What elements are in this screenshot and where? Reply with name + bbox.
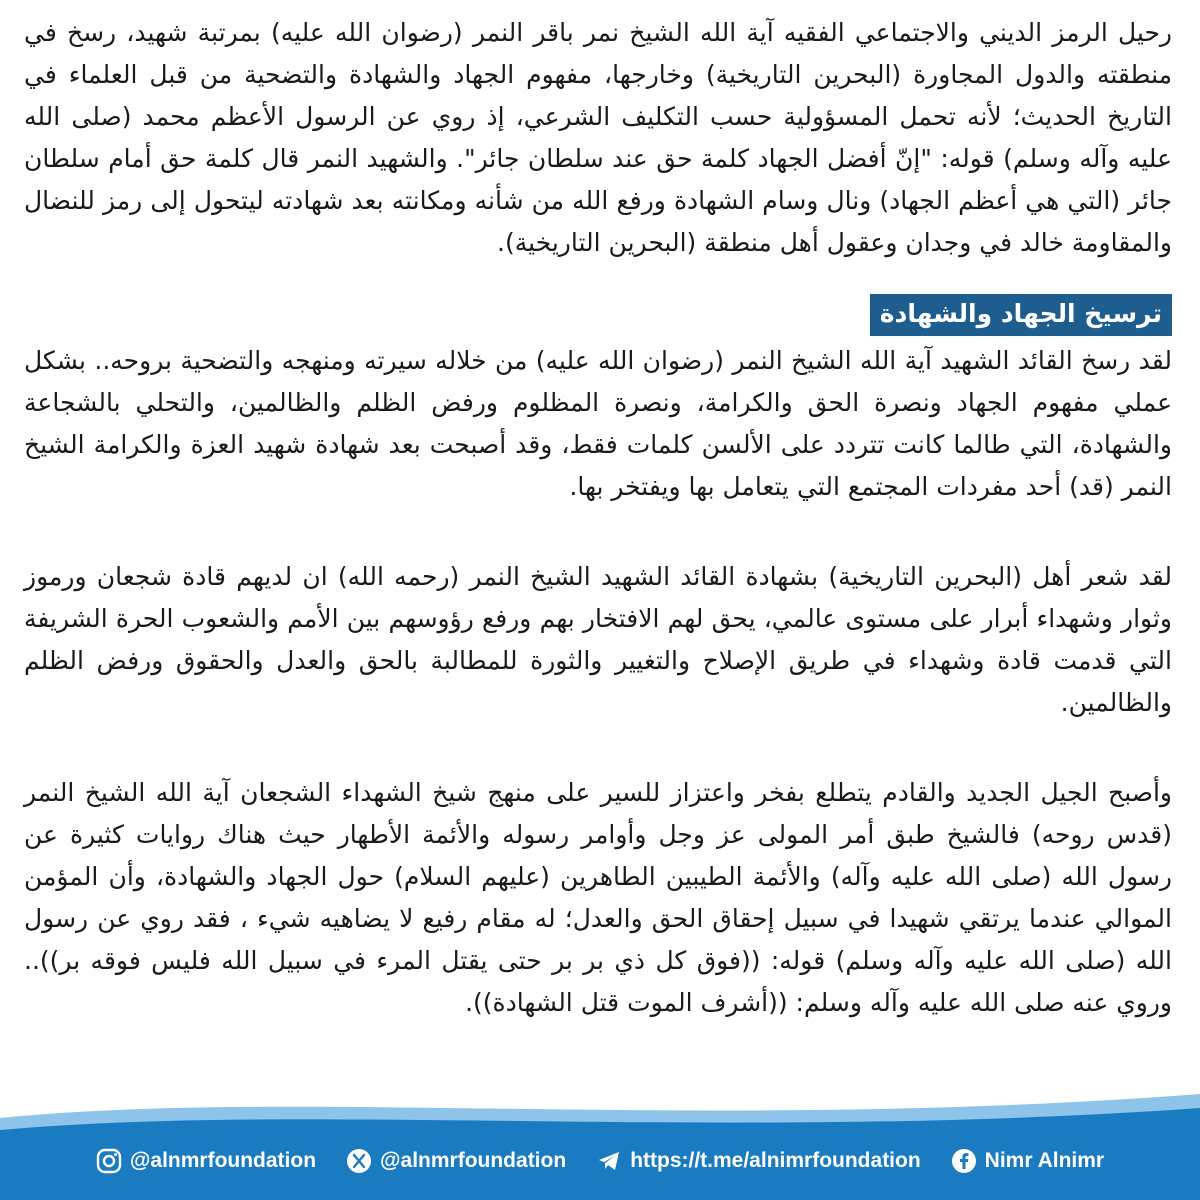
footer-wave — [0, 1080, 1200, 1200]
telegram-icon — [596, 1148, 622, 1174]
telegram-link-text: https://t.me/alnimrfoundation — [630, 1149, 921, 1172]
x-link[interactable] — [346, 1148, 566, 1174]
facebook-icon — [951, 1148, 977, 1174]
paragraph-intro: رحيل الرمز الديني والاجتماعي الفقيه آية الله الشيخ نمر باقر النمر (رضوان الله عليه) بمرتبة شهيد، رسخ في منطقته والدول المجاورة (البحرين التاريخية) وخارجها، مفهوم الجهاد والشهادة والتضحية من قبل العلماء في التاريخ الحديث؛ لأنه تحمل المسؤولية حسب التكليف الشرعي، إذ روي عن الرسول الأعظم محمد (صلى الله عليه وآله وسلم) قوله: "إنّ أفضل الجهاد كلمة حق عند سلطان جائر". والشهيد النمر قال كلمة حق أمام سلطان جائر (التي هي أعظم الجهاد) ونال وسام الشهادة ورفع الله من شأنه ومكانته بعد شهادته ليتحول إلى رمز للنضال والمقاومة خالد في وجدان وعقول أهل منطقة (البحرين التاريخية). — [24, 18, 1172, 257]
section-heading: ترسيخ الجهاد والشهادة — [870, 294, 1172, 336]
facebook-link[interactable] — [951, 1148, 1104, 1174]
instagram-handle: @alnmrfoundation — [129, 1149, 317, 1172]
social-bar — [0, 1148, 1200, 1174]
article — [24, 12, 1172, 1072]
telegram-link[interactable] — [596, 1148, 920, 1174]
x-icon — [346, 1148, 372, 1174]
instagram-link[interactable] — [96, 1148, 316, 1174]
paragraph-jihad: لقد رسخ القائد الشهيد آية الله الشيخ النمر (رضوان الله عليه) من خلاله سيرته ومنهجه والتضحية بروحه.. بشكل عملي مفهوم الجهاد ونصرة الحق والكرامة، ونصرة المظلوم ورفض الظلم والظالمين، والتحلي بالشجاعة والشهادة، التي طالما كانت تتردد على الألسن كلمات فقط، وقد أصبحت بعد شهادة شهيد العزة والكرامة الشيخ النمر (قد) أحد مفردات المجتمع التي يتعامل بها ويفتخر بها. — [24, 346, 1172, 501]
paragraph-bahrain: لقد شعر أهل (البحرين التاريخية) بشهادة القائد الشهيد الشيخ النمر (رحمه الله) ان لديهم قادة شجعان ورموز وثوار وشهداء أبرار على مستوى عالمي، يحق لهم الافتخار بهم ورفع رؤوسهم بين الأمم والشعوب الحرة الشريفة التي قدمت قادة وشهداء في طريق الإصلاح والتغيير والثورة للمطالبة بالحق والعدل والحقوق ورفض الظلم والظالمين. — [24, 562, 1172, 717]
facebook-name: Nimr Alnimr — [984, 1149, 1105, 1172]
instagram-icon — [96, 1148, 122, 1174]
section-heading-wrap — [24, 294, 1172, 338]
x-handle: @alnmrfoundation — [380, 1149, 567, 1172]
paragraph-generation: وأصبح الجيل الجديد والقادم يتطلع بفخر واعتزاز للسير على منهج شيخ الشهداء الشجعان آية الله الشيخ النمر (قدس روحه) فالشيخ طبق أمر المولى عز وجل وأوامر رسوله والأئمة الأطهار حيث هناك روايات كثيرة عن رسول الله (صلى الله عليه وآله) والأئمة الطيبين الطاهرين (عليهم السلام) حول الجهاد والشهادة، وأن المؤمن الموالي عندما يرتقي شهيدا في سبيل إحقاق الحق والعدل؛ له مقام رفيع لا يضاهيه شيء ، فقد روي عن رسول الله (صلى الله عليه وآله وسلم) قوله: ((فوق كل ذي بر بر حتى يقتل المرء في سبيل الله فليس فوقه بر)).. وروي عنه صلى الله عليه وآله وسلم: ((أشرف الموت قتل الشهادة)). — [24, 778, 1172, 1017]
footer — [0, 1080, 1200, 1200]
